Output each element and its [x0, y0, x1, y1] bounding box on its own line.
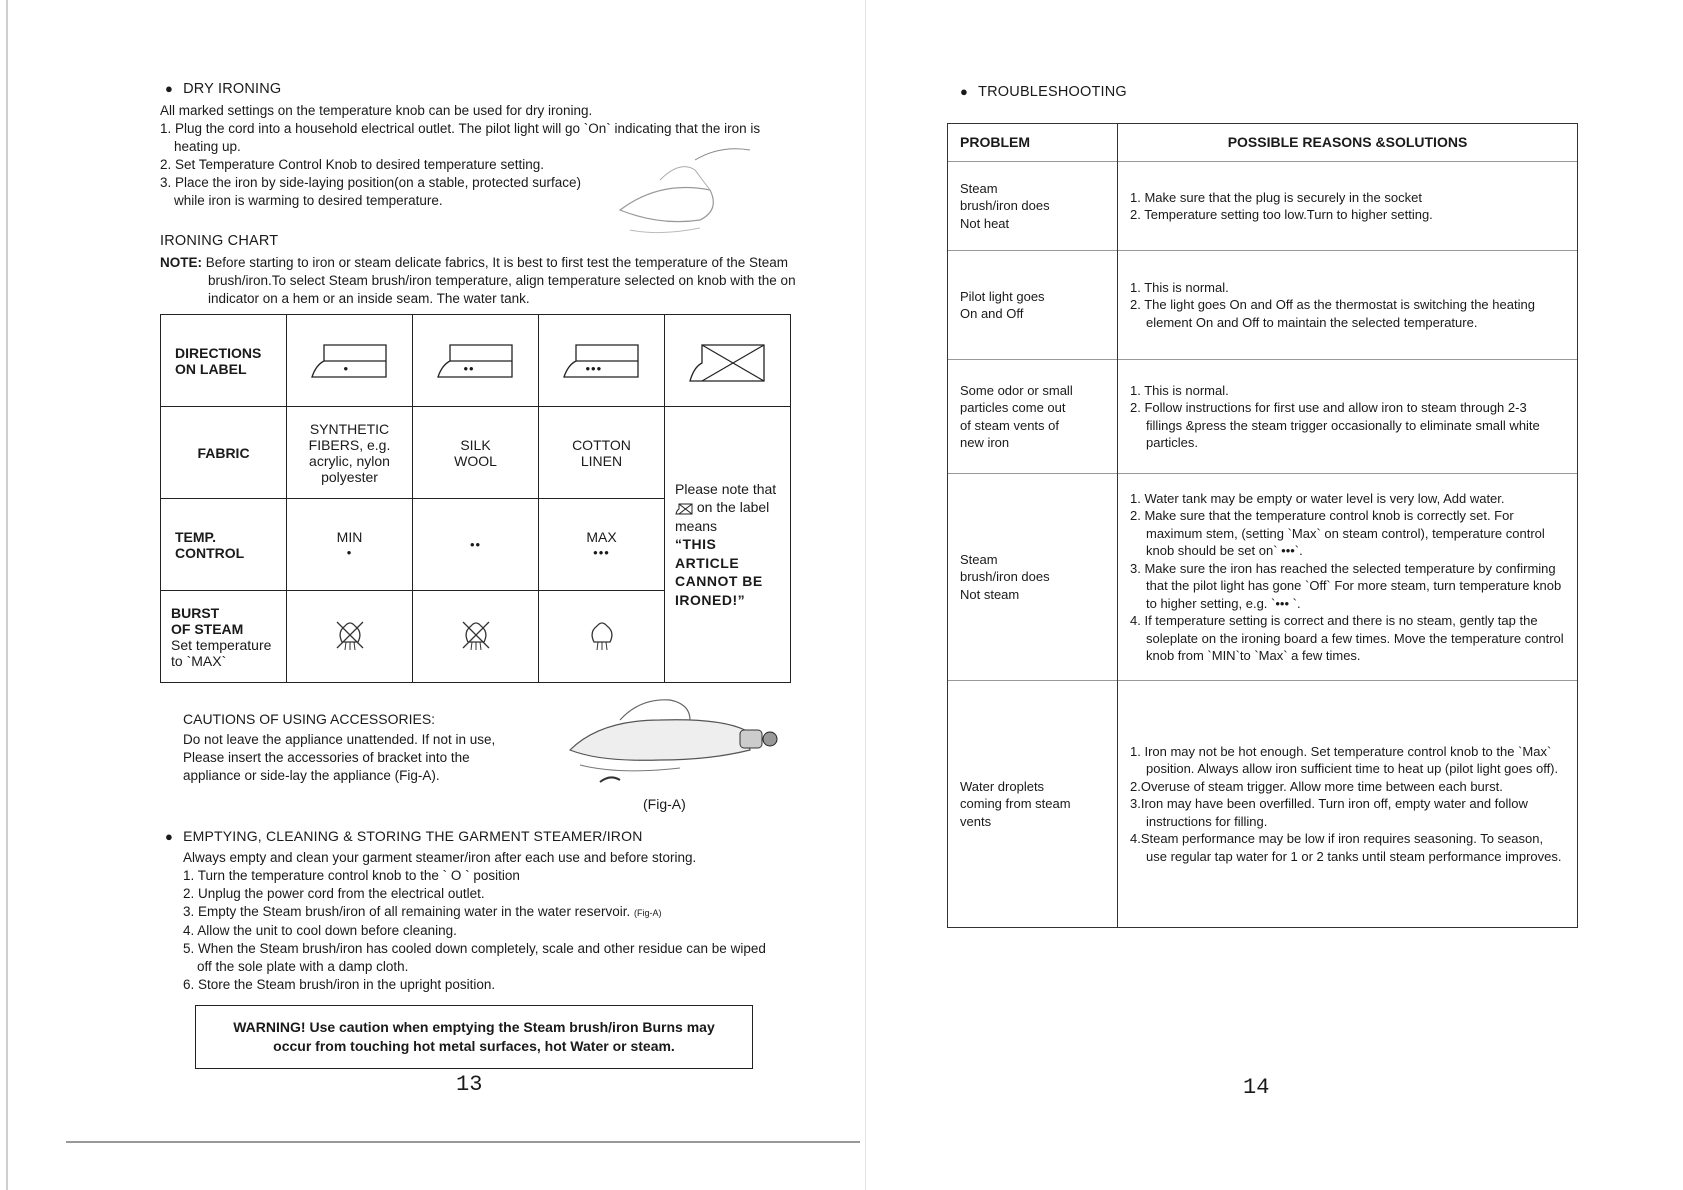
directions-label-line: DIRECTIONS [175, 344, 262, 361]
dry-ironing-title: ● DRY IRONING [165, 81, 281, 97]
temp-min [287, 499, 413, 591]
ts-row [948, 360, 1578, 474]
note-label: NOTE: [160, 255, 202, 270]
ts-row [948, 681, 1578, 928]
ts-solutions [1118, 681, 1578, 928]
temp-dots: • [346, 545, 353, 560]
warning-label: WARNING! [233, 1019, 306, 1035]
ts-row [948, 474, 1578, 681]
fabric-silk-wool: SILK WOOL [413, 407, 539, 499]
ts-solutions [1118, 162, 1578, 251]
fig-a-label: (Fig-A) [643, 796, 686, 812]
ts-solution: 4.Steam performance may be low if iron requires seasoning. To season, use regular tap water for 1 or 2 tanks until steam performance improves. [1130, 831, 1562, 864]
directions-label [161, 315, 287, 407]
empty-step: 1. Turn the temperature control knob to the ` O ` position [183, 868, 520, 883]
temp-max [539, 499, 665, 591]
empty-step [183, 903, 773, 922]
warning-line: Use caution when emptying the Steam brush/iron Burns may [309, 1019, 715, 1035]
burst-label [161, 591, 287, 683]
ts-header-row [948, 124, 1578, 162]
ts-solution: 3. Make sure the iron has reached the selected temperature by confirming that the pilot light has gone `Off` For more steam, turn temperature knob to higher setting, e.g. `••• `. [1130, 560, 1562, 611]
ts-row [948, 251, 1578, 360]
ironing-chart-title: IRONING CHART [160, 233, 279, 249]
emptying-intro: Always empty and clean your garment steamer/iron after each use and before storing. [183, 850, 697, 865]
right-page [865, 0, 1683, 1190]
ts-solution: 2. Make sure that the temperature control knob is correctly set. For maximum stem, (setting `Max` on steam control), temperature control knob should be set on` •••`. [1130, 508, 1545, 558]
label-two-dot-icon [413, 315, 539, 407]
label-crossed-iron-icon [665, 315, 791, 407]
emptying-title: ● EMPTYING, CLEANING & STORING THE GARMENT STEAMER/IRON [165, 828, 643, 844]
note-line: on the label means [675, 499, 770, 534]
ironing-note [160, 254, 843, 308]
fig-ref: (Fig-A) [633, 908, 662, 918]
cannot-iron-note [665, 407, 791, 683]
directions-label-line: ON LABEL [175, 360, 247, 377]
ts-solutions [1118, 251, 1578, 360]
note-text: Before starting to iron or steam delicate fabrics, It is best to first test the temperature of the Steam brush/iron.To select Steam brush/iron temperature, align temperature selected on knob with the on indicator on a hem or an inside seam. The water tank. [205, 255, 796, 306]
ts-solution: 1. Water tank may be empty or water level is very low, Add water. [1130, 490, 1505, 506]
temp-label-line: CONTROL [175, 544, 245, 561]
warning-line: occur from touching hot metal surfaces, hot Water or steam. [273, 1038, 675, 1054]
burst-label-line: BURST [171, 604, 220, 621]
empty-step: 5. When the Steam brush/iron has cooled down completely, scale and other residue can be wiped off the sole plate with a damp cloth. [183, 941, 766, 974]
ts-problem: Steam brush/iron does Not heat [948, 162, 1118, 251]
empty-step: 6. Store the Steam brush/iron in the upright position. [183, 977, 496, 992]
cautions-title: CAUTIONS OF USING ACCESSORIES: [183, 711, 436, 727]
ts-solution: 3.Iron may have been overfilled. Turn iron off, empty water and follow instructions for filling. [1130, 796, 1528, 829]
empty-step-text: 3. Empty the Steam brush/iron of all remaining water in the water reservoir. [183, 904, 631, 919]
label-three-dot-icon [539, 315, 665, 407]
label-one-dot-icon [287, 315, 413, 407]
page-number: 14 [1243, 1075, 1270, 1100]
burst-label-line: Set temperature to `MAX` [171, 636, 272, 669]
ts-solutions [1118, 474, 1578, 681]
temp-label-line: TEMP. [175, 528, 216, 545]
dry-step: 1. Plug the cord into a household electrical outlet. The pilot light will go `On` indicating that the iron is heating up. [160, 121, 761, 154]
col-solutions: POSSIBLE REASONS &SOLUTIONS [1118, 124, 1578, 162]
note-line: Please note that [675, 480, 777, 497]
dot-mark: •• [463, 360, 475, 376]
dry-ironing-intro: All marked settings on the temperature knob can be used for dry ironing. [160, 103, 593, 118]
col-problem: PROBLEM [948, 124, 1118, 162]
ironing-chart-table [160, 314, 791, 683]
steamer-figure-icon [560, 690, 780, 790]
fabric-synthetic: SYNTHETIC FIBERS, e.g. acrylic, nylon polyester [287, 407, 413, 499]
ts-solution: 1. This is normal. [1130, 279, 1229, 295]
ts-solution: 2. Temperature setting too low.Turn to higher setting. [1130, 207, 1433, 222]
temp-label [161, 499, 287, 591]
dry-step: 2. Set Temperature Control Knob to desired temperature setting. [160, 157, 544, 172]
ts-solutions [1118, 360, 1578, 474]
temp-text: MAX [586, 529, 617, 545]
iron-sketch-icon [600, 140, 780, 240]
ts-solution: 1. Iron may not be hot enough. Set temperature control knob to the `Max` position. Always allow iron sufficient time to heat up (pilot light goes off). [1130, 743, 1559, 777]
chart-row-directions [161, 315, 791, 407]
empty-step: 2. Unplug the power cord from the electrical outlet. [183, 886, 485, 901]
ts-solution: 2. Follow instructions for first use and allow iron to steam through 2-3 fillings &press the steam trigger occasionally to eliminate small white particles. [1130, 400, 1540, 450]
burst-crossed-icon [287, 591, 413, 683]
page-bottom-edge [66, 1141, 860, 1143]
ts-solution: 1. This is normal. [1130, 382, 1229, 398]
empty-step: 4. Allow the unit to cool down before cleaning. [183, 923, 457, 938]
ts-problem: Some odor or small particles come out of steam vents of new iron [948, 360, 1118, 474]
ts-problem: Water droplets coming from steam vents [948, 681, 1118, 928]
temp-mid [413, 499, 539, 591]
cautions-text: Do not leave the appliance unattended. If not in use, Please insert the accessories of bracket into the appliance or side-lay the appliance (Fig-A). [183, 732, 496, 783]
emptying-steps [183, 867, 773, 994]
temp-dots: •• [469, 537, 482, 552]
page-gutter [865, 0, 866, 1190]
ts-row [948, 162, 1578, 251]
fabric-label: FABRIC [161, 407, 287, 499]
chart-row-fabric [161, 407, 791, 499]
warning-box [195, 1005, 753, 1069]
ts-solution: 2. The light goes On and Off as the thermostat is switching the heating element On and Off to maintain the selected temperature. [1130, 297, 1535, 330]
dot-mark: • [343, 360, 350, 376]
burst-label-line: OF STEAM [171, 620, 244, 637]
troubleshooting-title: ● TROUBLESHOOTING [960, 84, 1127, 100]
temp-dots: ••• [593, 545, 610, 560]
temp-text: MIN [336, 529, 363, 545]
ts-problem: Steam brush/iron does Not steam [948, 474, 1118, 681]
ts-problem: Pilot light goes On and Off [948, 251, 1118, 360]
page-number: 13 [456, 1072, 483, 1097]
burst-crossed-icon [413, 591, 539, 683]
burst-steam-icon [539, 591, 665, 683]
ts-solution: 4. If temperature setting is correct and there is no steam, gently tap the soleplate on the ironing board a few times. Move the temperature control knob from `MIN`to `Max` a few times. [1130, 613, 1564, 663]
ts-solution: 2.Overuse of steam trigger. Allow more time between each burst. [1130, 778, 1503, 794]
troubleshooting-table [947, 123, 1578, 928]
fabric-cotton-linen: COTTON LINEN [539, 407, 665, 499]
crossed-label-icon [675, 503, 693, 515]
note-bold: “THIS ARTICLE CANNOT BE IRONED!” [675, 536, 763, 608]
page-edge [6, 0, 8, 1190]
dot-mark: ••• [585, 360, 603, 376]
dry-step: 3. Place the iron by side-laying position(on a stable, protected surface) while iron is warming to desired temperature. [160, 175, 581, 208]
ts-solution: 1. Make sure that the plug is securely in the socket [1130, 189, 1422, 205]
